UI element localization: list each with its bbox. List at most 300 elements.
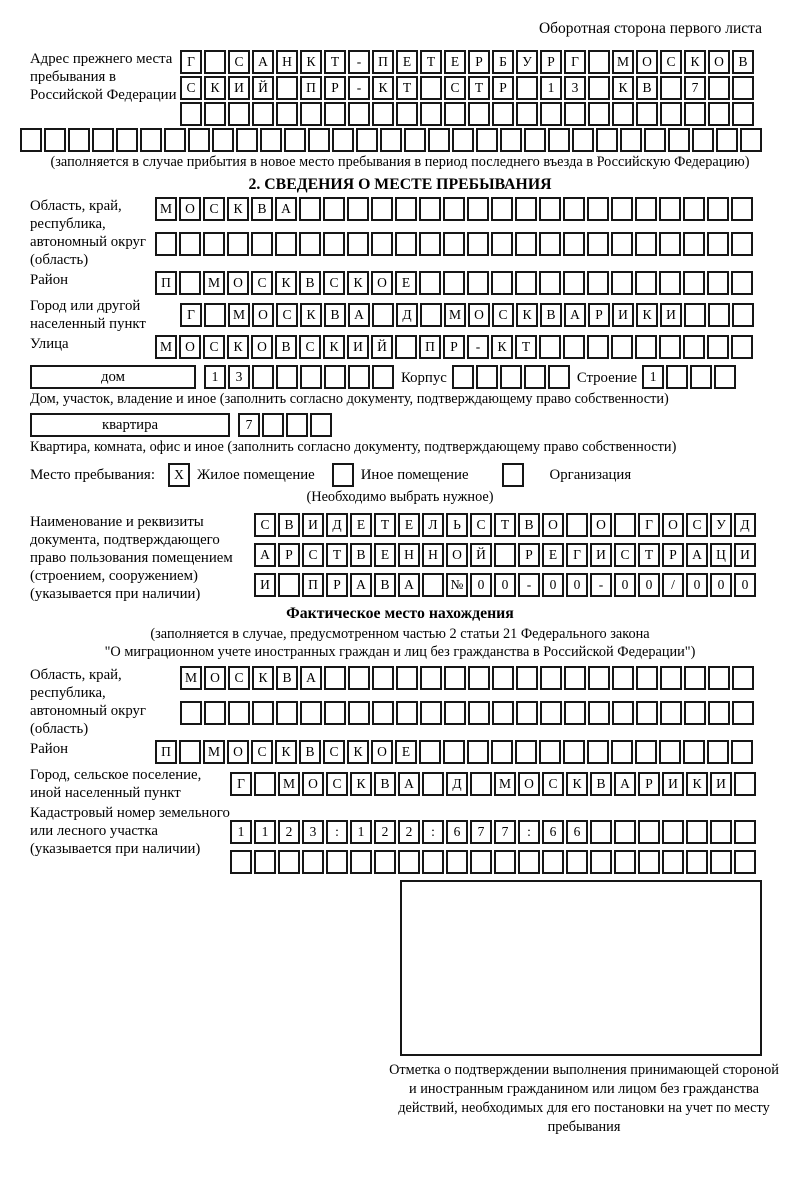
char-box[interactable]: 2 <box>398 820 420 844</box>
char-box[interactable]: И <box>347 335 369 359</box>
char-box[interactable] <box>300 701 322 725</box>
char-box[interactable]: X <box>168 463 190 487</box>
char-box[interactable]: О <box>252 303 274 327</box>
char-box[interactable]: П <box>372 50 394 74</box>
char-box[interactable] <box>590 850 612 874</box>
char-box[interactable] <box>374 850 396 874</box>
char-box[interactable] <box>299 232 321 256</box>
char-box[interactable]: 1 <box>350 820 372 844</box>
char-box[interactable]: П <box>302 573 324 597</box>
char-box[interactable] <box>164 128 186 152</box>
char-box[interactable] <box>419 232 441 256</box>
char-box[interactable]: Г <box>180 303 202 327</box>
char-box[interactable] <box>398 850 420 874</box>
char-box[interactable]: О <box>227 271 249 295</box>
char-box[interactable] <box>395 232 417 256</box>
char-box[interactable] <box>732 102 754 126</box>
char-box[interactable]: М <box>203 271 225 295</box>
char-box[interactable]: К <box>686 772 708 796</box>
char-box[interactable] <box>707 740 729 764</box>
char-box[interactable]: С <box>470 513 492 537</box>
char-box[interactable] <box>515 197 537 221</box>
char-box[interactable]: С <box>251 740 273 764</box>
char-box[interactable]: С <box>228 50 250 74</box>
char-box[interactable] <box>684 303 706 327</box>
char-box[interactable]: О <box>371 740 393 764</box>
char-box[interactable] <box>372 666 394 690</box>
char-box[interactable]: 0 <box>470 573 492 597</box>
char-box[interactable] <box>422 772 444 796</box>
char-box[interactable]: С <box>686 513 708 537</box>
char-box[interactable]: № <box>446 573 468 597</box>
char-box[interactable]: К <box>275 271 297 295</box>
char-box[interactable]: Е <box>444 50 466 74</box>
char-box[interactable]: Р <box>326 573 348 597</box>
char-box[interactable]: М <box>228 303 250 327</box>
char-box[interactable] <box>492 701 514 725</box>
char-box[interactable]: О <box>204 666 226 690</box>
char-box[interactable]: 2 <box>374 820 396 844</box>
char-box[interactable]: В <box>276 666 298 690</box>
char-box[interactable] <box>516 701 538 725</box>
char-box[interactable] <box>356 128 378 152</box>
char-box[interactable] <box>588 50 610 74</box>
char-box[interactable] <box>227 232 249 256</box>
char-box[interactable] <box>660 701 682 725</box>
char-box[interactable]: Е <box>398 513 420 537</box>
char-box[interactable] <box>468 102 490 126</box>
char-box[interactable] <box>324 102 346 126</box>
char-box[interactable]: Т <box>515 335 537 359</box>
char-box[interactable] <box>492 102 514 126</box>
char-box[interactable]: М <box>494 772 516 796</box>
char-box[interactable] <box>524 365 546 389</box>
char-box[interactable]: О <box>590 513 612 537</box>
char-box[interactable] <box>710 820 732 844</box>
char-box[interactable] <box>659 232 681 256</box>
char-box[interactable] <box>636 666 658 690</box>
char-box[interactable]: С <box>180 76 202 100</box>
char-box[interactable] <box>566 850 588 874</box>
char-box[interactable]: Р <box>638 772 660 796</box>
char-box[interactable]: К <box>275 740 297 764</box>
char-box[interactable]: 1 <box>642 365 664 389</box>
char-box[interactable]: 6 <box>566 820 588 844</box>
char-box[interactable]: Т <box>374 513 396 537</box>
char-box[interactable] <box>188 128 210 152</box>
char-box[interactable]: О <box>468 303 490 327</box>
char-box[interactable]: К <box>252 666 274 690</box>
char-box[interactable] <box>444 701 466 725</box>
char-box[interactable] <box>251 232 273 256</box>
char-box[interactable]: С <box>614 543 636 567</box>
char-box[interactable]: В <box>590 772 612 796</box>
char-box[interactable] <box>372 303 394 327</box>
char-box[interactable]: М <box>155 335 177 359</box>
char-box[interactable]: А <box>300 666 322 690</box>
char-box[interactable] <box>731 271 753 295</box>
char-box[interactable] <box>516 666 538 690</box>
char-box[interactable] <box>420 76 442 100</box>
char-box[interactable] <box>683 197 705 221</box>
char-box[interactable]: Г <box>566 543 588 567</box>
char-box[interactable]: С <box>660 50 682 74</box>
char-box[interactable]: О <box>179 197 201 221</box>
char-box[interactable] <box>612 701 634 725</box>
char-box[interactable] <box>707 335 729 359</box>
char-box[interactable]: Е <box>374 543 396 567</box>
char-box[interactable]: О <box>302 772 324 796</box>
char-box[interactable]: 7 <box>470 820 492 844</box>
char-box[interactable]: С <box>203 335 225 359</box>
char-box[interactable] <box>708 102 730 126</box>
char-box[interactable]: В <box>251 197 273 221</box>
char-box[interactable]: К <box>372 76 394 100</box>
char-box[interactable] <box>734 820 756 844</box>
char-box[interactable]: Р <box>540 50 562 74</box>
char-box[interactable] <box>467 197 489 221</box>
char-box[interactable]: Д <box>396 303 418 327</box>
char-box[interactable] <box>540 666 562 690</box>
char-box[interactable]: Е <box>395 271 417 295</box>
char-box[interactable] <box>684 102 706 126</box>
char-box[interactable]: К <box>204 76 226 100</box>
char-box[interactable]: С <box>492 303 514 327</box>
char-box[interactable] <box>636 102 658 126</box>
char-box[interactable]: М <box>278 772 300 796</box>
char-box[interactable] <box>684 701 706 725</box>
char-box[interactable] <box>734 772 756 796</box>
char-box[interactable]: И <box>734 543 756 567</box>
char-box[interactable] <box>140 128 162 152</box>
char-box[interactable] <box>155 232 177 256</box>
char-box[interactable] <box>587 271 609 295</box>
char-box[interactable] <box>660 76 682 100</box>
char-box[interactable]: А <box>275 197 297 221</box>
char-box[interactable] <box>635 232 657 256</box>
char-box[interactable] <box>396 102 418 126</box>
char-box[interactable] <box>516 76 538 100</box>
char-box[interactable] <box>228 102 250 126</box>
char-box[interactable] <box>515 740 537 764</box>
char-box[interactable] <box>252 365 274 389</box>
char-box[interactable]: В <box>350 543 372 567</box>
char-box[interactable] <box>690 365 712 389</box>
char-box[interactable] <box>310 413 332 437</box>
char-box[interactable] <box>350 850 372 874</box>
char-box[interactable] <box>683 271 705 295</box>
char-box[interactable] <box>470 850 492 874</box>
char-box[interactable] <box>566 513 588 537</box>
char-box[interactable] <box>611 232 633 256</box>
char-box[interactable]: Т <box>326 543 348 567</box>
char-box[interactable] <box>419 740 441 764</box>
char-box[interactable] <box>587 335 609 359</box>
char-box[interactable] <box>590 820 612 844</box>
char-box[interactable] <box>180 102 202 126</box>
char-box[interactable]: : <box>422 820 444 844</box>
char-box[interactable]: 0 <box>614 573 636 597</box>
char-box[interactable] <box>539 197 561 221</box>
char-box[interactable] <box>611 271 633 295</box>
char-box[interactable] <box>420 102 442 126</box>
char-box[interactable]: : <box>518 820 540 844</box>
char-box[interactable]: С <box>203 197 225 221</box>
char-box[interactable] <box>428 128 450 152</box>
char-box[interactable]: 0 <box>734 573 756 597</box>
char-box[interactable] <box>286 413 308 437</box>
char-box[interactable] <box>228 701 250 725</box>
char-box[interactable] <box>492 666 514 690</box>
char-box[interactable]: Т <box>468 76 490 100</box>
char-box[interactable]: Г <box>230 772 252 796</box>
char-box[interactable]: В <box>374 573 396 597</box>
char-box[interactable] <box>444 666 466 690</box>
char-box[interactable] <box>611 197 633 221</box>
char-box[interactable] <box>714 365 736 389</box>
char-box[interactable]: 2 <box>278 820 300 844</box>
char-box[interactable]: Д <box>734 513 756 537</box>
char-box[interactable] <box>254 772 276 796</box>
char-box[interactable] <box>204 102 226 126</box>
char-box[interactable]: С <box>299 335 321 359</box>
char-box[interactable]: В <box>540 303 562 327</box>
char-box[interactable]: Ц <box>710 543 732 567</box>
char-box[interactable]: М <box>444 303 466 327</box>
char-box[interactable] <box>659 271 681 295</box>
char-box[interactable] <box>300 365 322 389</box>
char-box[interactable] <box>612 666 634 690</box>
char-box[interactable] <box>686 850 708 874</box>
char-box[interactable] <box>276 102 298 126</box>
char-box[interactable] <box>324 666 346 690</box>
char-box[interactable] <box>180 701 202 725</box>
char-box[interactable]: К <box>227 197 249 221</box>
char-box[interactable] <box>563 197 585 221</box>
char-box[interactable]: Р <box>588 303 610 327</box>
char-box[interactable] <box>203 232 225 256</box>
char-box[interactable] <box>539 335 561 359</box>
char-box[interactable]: У <box>710 513 732 537</box>
char-box[interactable] <box>204 50 226 74</box>
char-box[interactable]: В <box>636 76 658 100</box>
char-box[interactable] <box>683 740 705 764</box>
char-box[interactable]: К <box>347 271 369 295</box>
char-box[interactable]: К <box>347 740 369 764</box>
char-box[interactable]: 0 <box>494 573 516 597</box>
char-box[interactable]: С <box>323 740 345 764</box>
char-box[interactable] <box>539 232 561 256</box>
char-box[interactable] <box>732 701 754 725</box>
char-box[interactable] <box>276 701 298 725</box>
char-box[interactable] <box>348 701 370 725</box>
char-box[interactable] <box>443 740 465 764</box>
char-box[interactable] <box>324 365 346 389</box>
char-box[interactable]: О <box>542 513 564 537</box>
char-box[interactable]: Р <box>278 543 300 567</box>
char-box[interactable] <box>611 740 633 764</box>
char-box[interactable]: В <box>278 513 300 537</box>
char-box[interactable] <box>716 128 738 152</box>
char-box[interactable]: Р <box>662 543 684 567</box>
char-box[interactable]: А <box>398 772 420 796</box>
char-box[interactable] <box>563 740 585 764</box>
char-box[interactable] <box>68 128 90 152</box>
char-box[interactable] <box>372 365 394 389</box>
char-box[interactable] <box>660 666 682 690</box>
char-box[interactable]: О <box>251 335 273 359</box>
char-box[interactable] <box>422 573 444 597</box>
char-box[interactable] <box>204 701 226 725</box>
char-box[interactable] <box>734 850 756 874</box>
char-box[interactable]: 0 <box>566 573 588 597</box>
char-box[interactable]: В <box>299 740 321 764</box>
char-box[interactable] <box>278 573 300 597</box>
char-box[interactable]: 0 <box>638 573 660 597</box>
char-box[interactable]: О <box>227 740 249 764</box>
char-box[interactable] <box>299 197 321 221</box>
char-box[interactable]: А <box>686 543 708 567</box>
char-box[interactable] <box>252 701 274 725</box>
char-box[interactable]: К <box>612 76 634 100</box>
char-box[interactable]: П <box>300 76 322 100</box>
char-box[interactable]: : <box>326 820 348 844</box>
char-box[interactable]: С <box>326 772 348 796</box>
char-box[interactable] <box>179 740 201 764</box>
char-box[interactable] <box>683 335 705 359</box>
char-box[interactable]: О <box>662 513 684 537</box>
char-box[interactable]: С <box>323 271 345 295</box>
char-box[interactable] <box>587 740 609 764</box>
char-box[interactable] <box>708 303 730 327</box>
char-box[interactable] <box>572 128 594 152</box>
char-box[interactable] <box>326 850 348 874</box>
char-box[interactable] <box>443 271 465 295</box>
char-box[interactable] <box>420 666 442 690</box>
char-box[interactable] <box>302 850 324 874</box>
char-box[interactable]: - <box>467 335 489 359</box>
char-box[interactable]: М <box>180 666 202 690</box>
char-box[interactable] <box>254 850 276 874</box>
char-box[interactable] <box>452 365 474 389</box>
char-box[interactable]: Р <box>443 335 465 359</box>
char-box[interactable]: Й <box>371 335 393 359</box>
char-box[interactable]: / <box>662 573 684 597</box>
char-box[interactable]: Е <box>350 513 372 537</box>
char-box[interactable] <box>404 128 426 152</box>
char-box[interactable] <box>635 740 657 764</box>
char-box[interactable] <box>564 666 586 690</box>
char-box[interactable]: К <box>350 772 372 796</box>
char-box[interactable] <box>707 271 729 295</box>
char-box[interactable] <box>662 850 684 874</box>
char-box[interactable]: Е <box>542 543 564 567</box>
char-box[interactable] <box>686 820 708 844</box>
char-box[interactable]: Т <box>638 543 660 567</box>
char-box[interactable]: 6 <box>446 820 468 844</box>
char-box[interactable]: С <box>228 666 250 690</box>
char-box[interactable] <box>707 197 729 221</box>
char-box[interactable] <box>731 232 753 256</box>
char-box[interactable] <box>260 128 282 152</box>
char-box[interactable] <box>348 666 370 690</box>
char-box[interactable]: К <box>636 303 658 327</box>
char-box[interactable]: 1 <box>254 820 276 844</box>
char-box[interactable]: Т <box>396 76 418 100</box>
char-box[interactable] <box>491 232 513 256</box>
char-box[interactable] <box>524 128 546 152</box>
char-box[interactable] <box>332 128 354 152</box>
char-box[interactable]: П <box>155 271 177 295</box>
char-box[interactable]: С <box>302 543 324 567</box>
char-box[interactable]: В <box>275 335 297 359</box>
char-box[interactable] <box>500 128 522 152</box>
char-box[interactable]: К <box>491 335 513 359</box>
char-box[interactable] <box>540 701 562 725</box>
char-box[interactable]: - <box>348 50 370 74</box>
char-box[interactable]: М <box>155 197 177 221</box>
char-box[interactable]: К <box>300 50 322 74</box>
char-box[interactable] <box>467 740 489 764</box>
char-box[interactable] <box>539 271 561 295</box>
char-box[interactable] <box>347 197 369 221</box>
char-box[interactable] <box>620 128 642 152</box>
char-box[interactable] <box>708 666 730 690</box>
char-box[interactable]: О <box>446 543 468 567</box>
char-box[interactable]: А <box>348 303 370 327</box>
char-box[interactable] <box>588 701 610 725</box>
char-box[interactable] <box>236 128 258 152</box>
char-box[interactable]: С <box>542 772 564 796</box>
char-box[interactable]: К <box>684 50 706 74</box>
char-box[interactable] <box>611 335 633 359</box>
char-box[interactable] <box>443 232 465 256</box>
char-box[interactable] <box>614 850 636 874</box>
char-box[interactable] <box>332 463 354 487</box>
char-box[interactable] <box>396 701 418 725</box>
char-box[interactable]: Й <box>470 543 492 567</box>
char-box[interactable] <box>491 271 513 295</box>
char-box[interactable] <box>564 701 586 725</box>
char-box[interactable] <box>420 303 442 327</box>
char-box[interactable]: 7 <box>238 413 260 437</box>
char-box[interactable] <box>420 701 442 725</box>
char-box[interactable] <box>659 740 681 764</box>
char-box[interactable] <box>636 701 658 725</box>
char-box[interactable]: Р <box>324 76 346 100</box>
char-box[interactable] <box>587 232 609 256</box>
char-box[interactable] <box>347 232 369 256</box>
char-box[interactable]: А <box>252 50 274 74</box>
char-box[interactable]: 7 <box>494 820 516 844</box>
char-box[interactable]: П <box>419 335 441 359</box>
char-box[interactable]: Ь <box>446 513 468 537</box>
char-box[interactable]: В <box>374 772 396 796</box>
char-box[interactable] <box>179 271 201 295</box>
char-box[interactable] <box>563 232 585 256</box>
char-box[interactable] <box>710 850 732 874</box>
char-box[interactable]: Й <box>252 76 274 100</box>
char-box[interactable]: И <box>612 303 634 327</box>
char-box[interactable] <box>419 197 441 221</box>
char-box[interactable]: 0 <box>686 573 708 597</box>
char-box[interactable] <box>638 820 660 844</box>
char-box[interactable]: А <box>254 543 276 567</box>
char-box[interactable] <box>371 197 393 221</box>
char-box[interactable] <box>588 666 610 690</box>
char-box[interactable]: А <box>398 573 420 597</box>
char-box[interactable] <box>476 128 498 152</box>
